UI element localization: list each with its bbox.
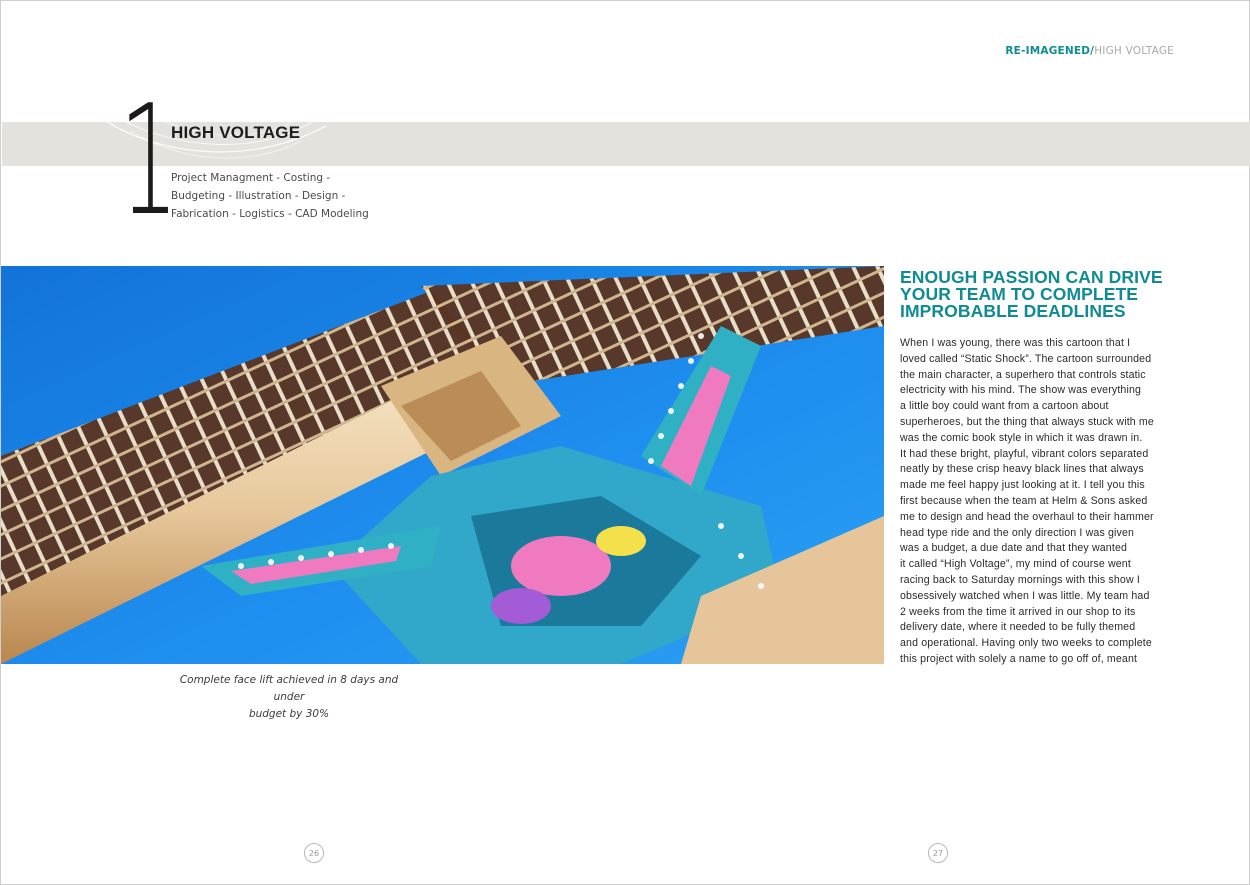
photo-caption — [169, 672, 409, 723]
body-line: obsessively watched when I was little. My team had — [900, 589, 1150, 602]
heading-line: IMPROBABLE DEADLINES — [900, 301, 1126, 321]
body-line: superheroes, but the thing that always stuck with me — [900, 415, 1154, 428]
ride-illustration — [1, 266, 884, 664]
services-list — [171, 169, 391, 223]
body-line: loved called “Static Shock”. The cartoon surrounded — [900, 352, 1152, 365]
body-line: 2 weeks from the time it arrived in our shop to its — [900, 605, 1136, 618]
body-line: first because when the team at Helm & Sons asked — [900, 494, 1148, 507]
services-line: Fabrication - Logistics - CAD Modeling — [171, 208, 369, 220]
page-number-right: 27 — [928, 843, 948, 863]
body-line: racing back to Saturday mornings with this show I — [900, 573, 1140, 586]
body-line: the main character, a superhero that controls static — [900, 368, 1146, 381]
breadcrumb — [1005, 45, 1174, 57]
body-line: was the comic book style in which it was drawn in. — [900, 431, 1143, 444]
breadcrumb-current: HIGH VOLTAGE — [1094, 45, 1174, 57]
hero-photo — [1, 266, 884, 664]
body-line: and operational. Having only two weeks to complete — [900, 637, 1152, 650]
page-number-left: 26 — [304, 843, 324, 863]
heading-line: YOUR TEAM TO COMPLETE — [900, 284, 1139, 304]
body-line: this project with solely a name to go off of, meant — [900, 652, 1138, 665]
body-line: When I was young, there was this cartoon that I — [900, 337, 1131, 349]
breadcrumb-section: RE-IMAGENED/ — [1005, 45, 1095, 57]
body-line: it called “High Voltage”, my mind of course went — [900, 558, 1131, 571]
body-line: It had these bright, playful, vibrant colors separated — [900, 447, 1149, 460]
project-number: 1 — [119, 72, 176, 249]
body-line: delivery date, where it needed to be fully themed — [900, 621, 1136, 634]
body-line: a little boy could want from a cartoon about — [900, 400, 1109, 413]
services-line: Budgeting - Illustration - Design - — [171, 190, 346, 202]
services-line: Project Managment - Costing - — [171, 172, 331, 184]
caption-line: budget by 30% — [248, 708, 330, 720]
caption-line: Complete face lift achieved in 8 days and under — [179, 674, 399, 703]
body-line: head type ride and the only direction I was given — [900, 526, 1135, 539]
project-title: HIGH VOLTAGE — [171, 123, 301, 142]
heading-line: ENOUGH PASSION CAN DRIVE — [900, 267, 1163, 287]
article-heading — [900, 269, 1200, 320]
article-body — [900, 336, 1182, 668]
body-line: me to design and head the overhaul to their hammer — [900, 510, 1154, 523]
body-line: was a budget, a due date and that they wanted — [900, 542, 1128, 555]
body-line: electricity with his mind. The show was everything — [900, 384, 1142, 397]
body-line: made me feel happy just looking at it. I tell you this — [900, 479, 1145, 492]
body-line: neatly by these crisp heavy black lines that always — [900, 463, 1144, 476]
